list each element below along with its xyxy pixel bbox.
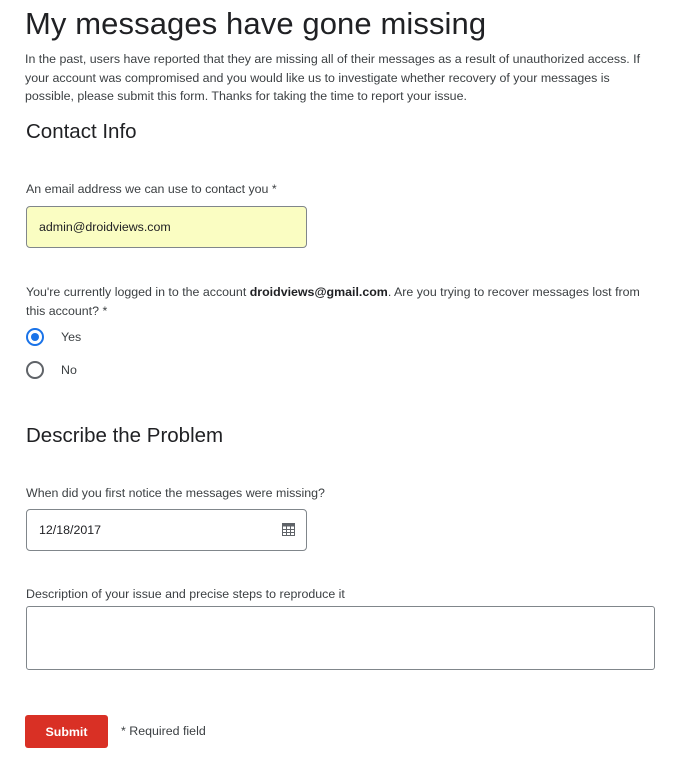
- contact-info-heading: Contact Info: [26, 120, 137, 143]
- intro-text: In the past, users have reported that they are missing all of their messages as a result of unauthorized access. If your account was compromised and you would like us to investigate whether recovery of your messages is possible, please submit this form. Thanks for taking the time to report your issue.: [25, 52, 641, 103]
- radio-yes-button[interactable]: [26, 328, 44, 346]
- description-textarea[interactable]: [26, 606, 655, 670]
- radio-no-button[interactable]: [26, 361, 44, 379]
- radio-yes-label: Yes: [61, 330, 82, 344]
- email-label: An email address we can use to contact you *: [26, 182, 277, 196]
- date-value: 12/18/2017: [39, 523, 102, 537]
- email-value: admin@droidviews.com: [39, 220, 171, 234]
- account-question: [26, 283, 656, 320]
- description-label: Description of your issue and precise steps to reproduce it: [26, 587, 345, 601]
- submit-button[interactable]: Submit: [25, 715, 108, 748]
- question-prefix: You're currently logged in to the account: [26, 285, 250, 299]
- calendar-icon[interactable]: [282, 523, 295, 536]
- question-account: droidviews@gmail.com: [249, 285, 388, 299]
- required-field-note: * Required field: [121, 724, 206, 738]
- radio-option-yes[interactable]: [26, 327, 81, 347]
- date-field[interactable]: [26, 509, 307, 551]
- date-label: When did you first notice the messages were missing?: [26, 486, 325, 500]
- question-suffix: . Are you trying to recover messages lost from this account? *: [26, 285, 640, 318]
- describe-problem-heading: Describe the Problem: [26, 424, 224, 447]
- page-title: My messages have gone missing: [25, 6, 487, 41]
- radio-no-label: No: [61, 363, 77, 377]
- email-field[interactable]: [26, 206, 307, 248]
- radio-option-no[interactable]: [26, 360, 77, 380]
